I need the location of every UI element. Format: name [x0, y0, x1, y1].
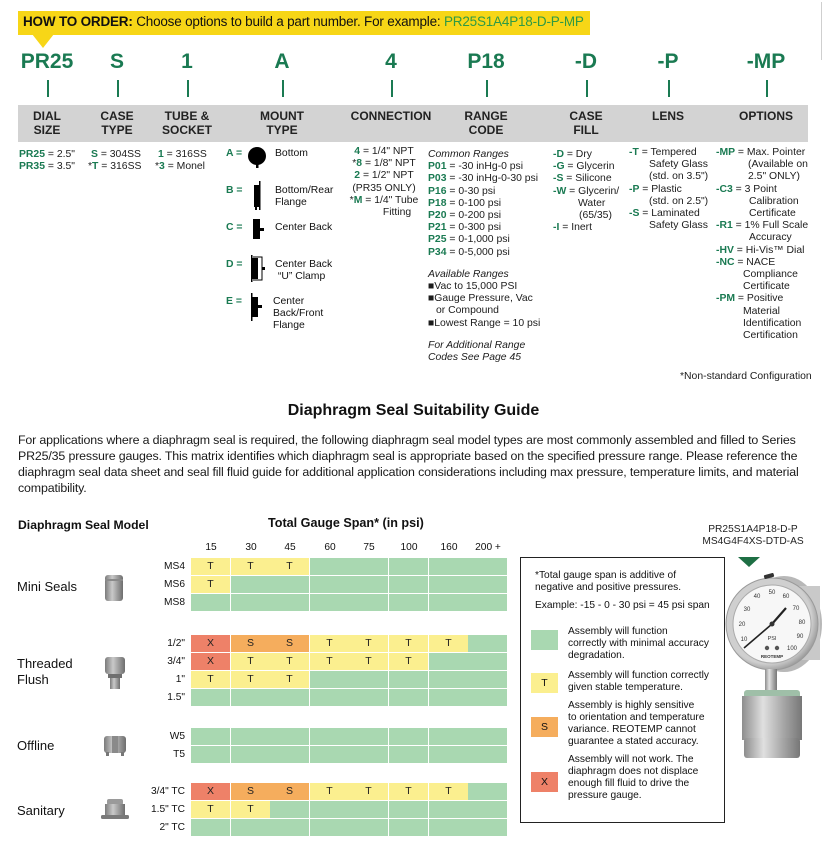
option-item: -I = Inert [553, 222, 592, 234]
row-label: MS4 [164, 561, 185, 572]
available-item: ■Vac to 15,000 PSI [428, 281, 518, 293]
front-flange-icon [250, 293, 264, 323]
row-label: T5 [173, 749, 185, 760]
matrix-cell [270, 819, 309, 836]
matrix-cell [389, 576, 428, 593]
matrix-cell [310, 594, 349, 611]
matrix-cell: T [310, 653, 349, 670]
option-item: -G = Glycerin [553, 161, 615, 173]
matrix-cell [191, 819, 230, 836]
legend-swatch-t: T [531, 673, 558, 693]
option-item: -S = Laminated [629, 208, 700, 220]
matrix-cell [349, 819, 388, 836]
option-item: Fitting [382, 207, 412, 219]
matrix-cell [270, 689, 309, 706]
matrix-cell [270, 594, 309, 611]
guide-paragraph: For applications where a diaphragm seal is required, the following diaphragm seal model types are most commonly assembled and filled to Series PR25/35 pressure gauges. This matrix identifies which diaphragm seal is appropriate based on the specified pressure range. Please reference the diaphragm seal data sheet and seal fill fluid guide for additional application considerations including max pressure, temperature limits, and material compatibility. [18, 433, 799, 495]
matrix-cell: T [389, 653, 428, 670]
matrix-cell: T [270, 653, 309, 670]
svg-text:PSI: PSI [767, 636, 777, 642]
matrix-cell [468, 728, 507, 745]
option-item: -R1 = 1% Full Scale [716, 220, 809, 232]
connector-tick [47, 80, 49, 97]
range-item: P03 = -30 inHg-0-30 psi [428, 173, 539, 185]
matrix-cell: T [231, 558, 270, 575]
matrix-cell [231, 594, 270, 611]
matrix-cell [310, 746, 349, 763]
option-item: (Available on [748, 159, 808, 171]
option-item: -W = Glycerin/ [553, 185, 620, 197]
option-item: 4 = 1/4" NPT [354, 146, 414, 157]
matrix-cell [389, 671, 428, 688]
matrix-cell [468, 689, 507, 706]
row-label: 1.5" [167, 692, 185, 703]
matrix-cell [389, 819, 428, 836]
bullet-icon: ■ [428, 281, 435, 293]
connector-tick [391, 80, 393, 97]
matrix-cell: T [310, 783, 349, 800]
matrix-cell: S [270, 783, 309, 800]
matrix-cell: T [191, 558, 230, 575]
matrix-cell [310, 689, 349, 706]
matrix-cell: T [349, 635, 388, 652]
col-60: 60 [324, 542, 336, 553]
matrix-cell: T [349, 783, 388, 800]
matrix-cell: X [191, 635, 230, 652]
matrix-cell [349, 746, 388, 763]
matrix-cell [349, 671, 388, 688]
col-15: 15 [205, 542, 217, 553]
option-item: Safety Glass [649, 220, 708, 232]
matrix-cell [191, 728, 230, 745]
matrix-cell [191, 594, 230, 611]
legend-swatch-green [531, 630, 558, 650]
range-item: P18 = 0-100 psi [428, 197, 502, 209]
option-item: *3 = Monel [155, 161, 205, 173]
tube-socket-options [155, 149, 207, 173]
option-item: Certificate [749, 208, 796, 220]
how-to-order-banner [18, 11, 590, 35]
non-standard-note: *Non-standard Configuration [680, 371, 812, 382]
matrix-cell [310, 801, 349, 818]
matrix-cell [389, 689, 428, 706]
range-code-options [428, 149, 540, 364]
matrix-cell: S [270, 635, 309, 652]
matrix-cell [231, 728, 270, 745]
matrix-cell [349, 558, 388, 575]
matrix-cell [429, 689, 468, 706]
matrix-cell [191, 746, 230, 763]
option-item: PR35 = 3.5" [19, 161, 75, 173]
mount-key: E = [226, 296, 242, 307]
range-item: P16 = 0-30 psi [428, 185, 496, 197]
matrix-cell [468, 783, 507, 800]
page-edge-rule [821, 2, 822, 60]
matrix-cell [468, 558, 507, 575]
mount-option-a [226, 148, 346, 166]
available-item: ■Lowest Range = 10 psi [428, 317, 541, 329]
option-item: (PR35 ONLY) [352, 182, 416, 194]
svg-text:100: 100 [786, 646, 798, 652]
option-item: -S = Silicone [553, 173, 612, 185]
matrix-cell [468, 576, 507, 593]
matrix-cell: T [270, 558, 309, 575]
svg-text:80: 80 [798, 620, 806, 626]
connector-tick [117, 80, 119, 97]
option-item: (65/35) [579, 210, 612, 222]
mount-key: A = [226, 148, 243, 159]
option-item: 2 = 1/2" NPT [354, 170, 414, 182]
col-30: 30 [245, 542, 257, 553]
range-item: P21 = 0-300 psi [428, 222, 502, 234]
span-note: *Total gauge span is additive of negative and positive pressures. [535, 570, 682, 593]
svg-text:REOTEMP: REOTEMP [760, 654, 784, 659]
matrix-cell [310, 558, 349, 575]
option-item: Safety Glass [649, 159, 708, 171]
option-item: Certificate [743, 281, 790, 293]
code-dial-size: PR25 [20, 50, 74, 73]
gauge-span-header: Total Gauge Span* (in psi) [268, 516, 424, 530]
code-lens: -P [657, 50, 679, 73]
matrix-cell: T [270, 671, 309, 688]
col-160: 160 [440, 542, 458, 553]
matrix-cell [468, 653, 507, 670]
option-item: -P = Plastic [629, 183, 682, 195]
code-case-fill: -D [574, 50, 598, 73]
option-item: 2.5" ONLY) [748, 171, 801, 183]
svg-text:10: 10 [740, 637, 748, 643]
matrix-cell: T [389, 783, 428, 800]
row-label: 1/2" [167, 638, 185, 649]
header-tube-socket: TUBE & SOCKET [161, 109, 213, 137]
matrix-cell [468, 746, 507, 763]
u-clamp-icon [250, 255, 266, 283]
mount-key: C = [226, 222, 243, 233]
connector-tick [766, 80, 768, 97]
matrix-cell: T [389, 635, 428, 652]
group-threaded-flush: Threaded Flush [17, 656, 73, 687]
code-case-type: S [109, 50, 125, 73]
matrix-cell [310, 671, 349, 688]
svg-text:20: 20 [738, 622, 746, 628]
matrix-cell [468, 819, 507, 836]
option-item: (std. on 2.5") [649, 195, 709, 207]
option-item: 1 = 316SS [158, 149, 207, 160]
example-part-number: PR25S1A4P18-D-P-MP [444, 14, 584, 29]
matrix-cell [389, 558, 428, 575]
matrix-cell [191, 689, 230, 706]
option-item: -NC = NACE [716, 256, 776, 268]
matrix-cell: T [429, 783, 468, 800]
bullet-icon: ■ [428, 293, 435, 305]
matrix-cell [231, 819, 270, 836]
span-example: Example: -15 - 0 - 30 psi = 45 psi span [535, 600, 710, 611]
header-mount-type: MOUNT TYPE [260, 109, 304, 137]
header-connection: CONNECTION [350, 109, 432, 123]
matrix-cell [231, 689, 270, 706]
option-item: S = 304SS [91, 149, 141, 160]
available-ranges-title: Available Ranges [428, 268, 509, 280]
row-label: 3/4" [167, 656, 185, 667]
option-item: -HV = Hi-Vis™ Dial [716, 244, 805, 256]
bottom-rear-flange-icon [251, 181, 265, 211]
mount-label: Bottom/Rear Flange [275, 185, 334, 209]
svg-text:30: 30 [743, 607, 751, 613]
code-options: -MP [746, 50, 786, 73]
row-label: MS8 [164, 597, 185, 608]
matrix-cell [429, 728, 468, 745]
matrix-cell [389, 801, 428, 818]
case-fill-options [553, 149, 619, 234]
connector-tick [586, 80, 588, 97]
code-mount-type: A [274, 50, 290, 73]
legend-swatch-s: S [531, 717, 558, 737]
header-case-type: CASE TYPE [100, 109, 134, 137]
matrix-cell [429, 653, 468, 670]
guide-title: Diaphragm Seal Suitability Guide [287, 402, 540, 419]
matrix-cell [270, 576, 309, 593]
row-label: W5 [169, 731, 185, 742]
mount-option-c [226, 222, 346, 240]
matrix-cell: T [310, 635, 349, 652]
legend-text-s: Assembly is highly sensitive to orientation and temperature variance. REOTEMP cannot guarantee a stated accuracy. [568, 700, 705, 747]
svg-text:70: 70 [792, 606, 800, 612]
group-mini-seals: Mini Seals [17, 579, 77, 594]
header-options: OPTIONS [738, 109, 794, 123]
connector-tick [486, 80, 488, 97]
matrix-cell: T [191, 801, 230, 818]
legend-text-green: Assembly will function correctly with minimal accuracy degradation. [568, 626, 709, 661]
row-label: 3/4" TC [150, 786, 185, 797]
row-label: 1.5" TC [150, 804, 185, 815]
matrix-cell [468, 594, 507, 611]
matrix-cell [429, 558, 468, 575]
matrix-cell: T [191, 671, 230, 688]
option-item: Compliance [743, 269, 798, 281]
common-ranges-title: Common Ranges [428, 149, 509, 160]
option-item: -PM = Positive [716, 293, 784, 305]
col-100: 100 [400, 542, 418, 553]
option-item: Identification [743, 317, 802, 329]
matrix-cell [231, 576, 270, 593]
code-tube-socket: 1 [181, 50, 193, 73]
available-item: ■Gauge Pressure, Vac [428, 293, 533, 305]
how-to-order-text: Choose options to build a part number. For example: [132, 14, 444, 29]
matrix-cell [389, 728, 428, 745]
range-item: P25 = 0-1,000 psi [428, 234, 510, 246]
connector-tick [282, 80, 284, 97]
header-case-fill: CASE FILL [569, 109, 603, 137]
matrix-cell: T [349, 653, 388, 670]
range-item: P20 = 0-200 psi [428, 210, 502, 222]
extra-options [716, 147, 808, 342]
matrix-cell [349, 576, 388, 593]
matrix-cell [468, 801, 507, 818]
mount-option-e [226, 296, 346, 336]
row-label: 2" TC [159, 822, 185, 833]
bullet-icon: ■ [428, 317, 435, 329]
option-item: *T = 316SS [88, 161, 142, 173]
mini-seal-image [103, 572, 125, 604]
additional-ranges-note: For Additional Range Codes See Page 45 [428, 339, 526, 364]
mount-label: Bottom [275, 148, 308, 159]
threaded-flush-seal-image [103, 655, 127, 691]
mount-option-d [226, 259, 346, 287]
mount-label: Center Back/Front Flange [273, 296, 324, 332]
range-item: P34 = 0-5,000 psi [428, 246, 510, 258]
connector-tick [668, 80, 670, 97]
matrix-cell: X [191, 653, 230, 670]
svg-text:50: 50 [768, 590, 776, 596]
code-range: P18 [467, 50, 505, 73]
mount-label: Center Back “U” Clamp [275, 259, 333, 283]
lens-options [629, 147, 708, 232]
matrix-cell [468, 671, 507, 688]
option-item: Accuracy [749, 232, 792, 244]
mount-option-b [226, 185, 346, 213]
available-item: or Compound [436, 305, 499, 317]
svg-text:90: 90 [796, 634, 804, 640]
col-45: 45 [284, 542, 296, 553]
seal-model-header: Diaphragm Seal Model [18, 518, 149, 532]
connector-tick [187, 80, 189, 97]
legend-swatch-x: X [531, 772, 558, 792]
case-type-options [88, 149, 141, 173]
matrix-cell [349, 594, 388, 611]
bottom-mount-icon [246, 146, 268, 168]
matrix-cell: X [191, 783, 230, 800]
option-item: -T = Tempered [629, 147, 697, 158]
option-item: -MP = Max. Pointer [716, 147, 806, 158]
banner-pointer-icon [32, 34, 54, 48]
matrix-cell: T [231, 801, 270, 818]
matrix-cell [270, 746, 309, 763]
matrix-cell: T [231, 671, 270, 688]
option-item: Certification [743, 330, 798, 342]
legend-text-t: Assembly will function correctly given stable temperature. [568, 670, 709, 693]
col-200-plus: 200 + [475, 542, 501, 553]
legend-text-x: Assembly will not work. The diaphragm does not displace enough fill fluid to drive the pressure gauge. [568, 754, 699, 801]
matrix-cell [310, 728, 349, 745]
dial-size-options [19, 149, 75, 173]
svg-text:40: 40 [753, 594, 761, 600]
option-item: *8 = 1/8" NPT [352, 158, 416, 170]
option-item: Calibration [749, 195, 799, 207]
matrix-cell: T [231, 653, 270, 670]
group-offline: Offline [17, 738, 55, 753]
matrix-cell: S [231, 783, 270, 800]
matrix-cell [270, 801, 309, 818]
matrix-cell [310, 819, 349, 836]
option-item: -C3 = 3 Point [716, 183, 777, 195]
row-label: MS6 [164, 579, 185, 590]
matrix-cell [429, 594, 468, 611]
svg-text:60: 60 [782, 594, 790, 600]
gauge-with-seal-image [722, 566, 827, 766]
matrix-cell: S [231, 635, 270, 652]
connection-options [347, 146, 421, 219]
legend-box [520, 557, 725, 823]
matrix-cell [349, 801, 388, 818]
matrix-cell [429, 819, 468, 836]
matrix-cell [389, 594, 428, 611]
matrix-cell [270, 728, 309, 745]
group-sanitary: Sanitary [17, 803, 65, 818]
range-item: P01 = -30 inHg-0 psi [428, 161, 524, 173]
mount-key: B = [226, 185, 243, 196]
matrix-cell: T [191, 576, 230, 593]
matrix-cell: T [429, 635, 468, 652]
matrix-cell [389, 746, 428, 763]
header-lens: LENS [651, 109, 685, 123]
header-range-code: RANGE CODE [464, 109, 508, 137]
matrix-cell [429, 576, 468, 593]
mount-label: Center Back [275, 222, 333, 233]
code-connection: 4 [385, 50, 397, 73]
option-item: -D = Dry [553, 149, 592, 160]
gauge-example-caption: PR25S1A4P18-D-P MS4G4F4XS-DTD-AS [702, 524, 804, 547]
option-item: (std. on 3.5") [649, 171, 709, 183]
center-back-icon [251, 219, 265, 241]
matrix-cell [349, 689, 388, 706]
matrix-cell [429, 746, 468, 763]
how-to-order-label: HOW TO ORDER: [23, 14, 133, 29]
matrix-cell [429, 671, 468, 688]
option-item: PR25 = 2.5" [19, 149, 75, 160]
option-item: *M = 1/4" Tube [349, 194, 419, 206]
matrix-cell [310, 576, 349, 593]
matrix-cell [231, 746, 270, 763]
col-75: 75 [363, 542, 375, 553]
option-item: Material [743, 305, 780, 317]
mount-key: D = [226, 259, 243, 270]
option-item: Water [578, 197, 606, 209]
matrix-cell [349, 728, 388, 745]
row-label: 1" [175, 674, 185, 685]
matrix-cell [429, 801, 468, 818]
header-dial-size: DIAL SIZE [33, 109, 61, 137]
matrix-cell [468, 635, 507, 652]
